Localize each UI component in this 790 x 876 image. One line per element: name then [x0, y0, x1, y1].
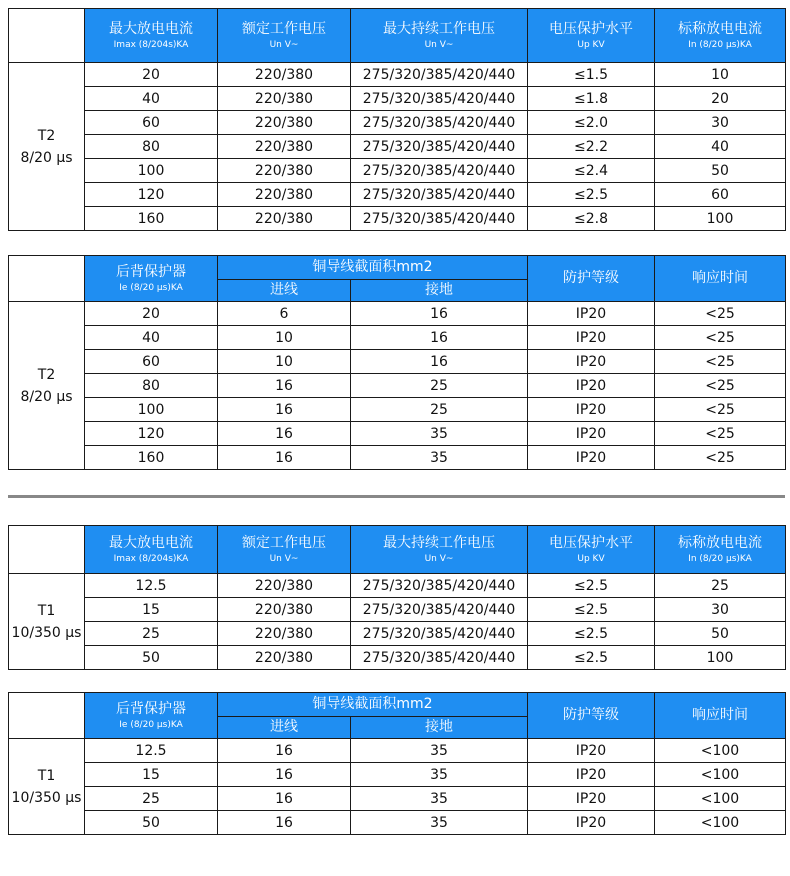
table-cell: ≤2.8	[528, 207, 655, 231]
table-cell: 10	[655, 63, 786, 87]
table-cell: <25	[655, 374, 786, 398]
table-cell: 20	[85, 63, 218, 87]
table-cell: 100	[85, 398, 218, 422]
table-cell: 220/380	[218, 63, 351, 87]
table-row	[9, 159, 786, 183]
table-cell: ≤2.5	[528, 646, 655, 670]
table-cell: 120	[85, 422, 218, 446]
header-response-time: 响应时间	[655, 256, 786, 302]
table-row	[9, 646, 786, 670]
table-row	[9, 135, 786, 159]
table-cell: 80	[85, 135, 218, 159]
table-cell: 220/380	[218, 207, 351, 231]
table-cell: 275/320/385/420/440	[351, 646, 528, 670]
corner-cell	[9, 693, 85, 739]
table-cell: IP20	[528, 374, 655, 398]
table-cell: 100	[655, 646, 786, 670]
header-backup-protector: 后背保护器 Ie (8/20 μs)KA	[85, 693, 218, 739]
row-group-label: T2	[37, 366, 56, 383]
header-rated-voltage: 额定工作电压 Un V~	[218, 9, 351, 63]
table-cell: 35	[351, 811, 528, 835]
row-group-label: T1	[37, 602, 56, 619]
row-group-label: 8/20 μs	[20, 149, 73, 166]
table-row	[9, 302, 786, 326]
table-cell: ≤1.5	[528, 63, 655, 87]
table-cell: 220/380	[218, 622, 351, 646]
header-max-continuous-voltage: 最大持续工作电压 Un V~	[351, 9, 528, 63]
section-divider	[8, 495, 785, 498]
table-cell: 10	[218, 326, 351, 350]
table-row	[9, 87, 786, 111]
table-cell: 15	[85, 598, 218, 622]
table-cell: IP20	[528, 350, 655, 374]
corner-cell	[9, 9, 85, 63]
table-cell: 16	[218, 763, 351, 787]
table-cell: 220/380	[218, 183, 351, 207]
table-row	[9, 398, 786, 422]
table-cell: ≤2.5	[528, 622, 655, 646]
table-cell: 160	[85, 207, 218, 231]
table-cell: 35	[351, 446, 528, 470]
table-cell: 25	[351, 374, 528, 398]
header-rated-voltage: 额定工作电压 Un V~	[218, 526, 351, 574]
table-row	[9, 63, 786, 87]
header-voltage-protection-level: 电压保护水平 Up KV	[528, 9, 655, 63]
header-protection-class: 防护等级	[528, 693, 655, 739]
table-cell: 40	[85, 326, 218, 350]
table-cell: 50	[655, 622, 786, 646]
t1-params-table	[8, 525, 786, 670]
table-row	[9, 622, 786, 646]
table-cell: 25	[351, 398, 528, 422]
table-cell: 16	[351, 350, 528, 374]
table-cell: 275/320/385/420/440	[351, 574, 528, 598]
table-cell: 16	[218, 739, 351, 763]
table-cell: ≤2.5	[528, 574, 655, 598]
row-group-label: 10/350 μs	[11, 789, 82, 806]
table-cell: 25	[85, 787, 218, 811]
table-cell: 220/380	[218, 646, 351, 670]
table-cell: 20	[85, 302, 218, 326]
table-cell: 275/320/385/420/440	[351, 63, 528, 87]
table-cell: ≤2.4	[528, 159, 655, 183]
table-row	[9, 374, 786, 398]
corner-cell	[9, 256, 85, 302]
table-cell: 16	[218, 811, 351, 835]
table-cell: IP20	[528, 422, 655, 446]
table-cell: ≤2.0	[528, 111, 655, 135]
table-cell: 275/320/385/420/440	[351, 159, 528, 183]
header-wire-ground: 接地	[351, 717, 528, 739]
table-cell: 80	[85, 374, 218, 398]
table-cell: 220/380	[218, 135, 351, 159]
row-group-label: T2	[37, 127, 56, 144]
table-cell: IP20	[528, 302, 655, 326]
table-cell: ≤2.2	[528, 135, 655, 159]
table-cell: 16	[218, 787, 351, 811]
table-cell: ≤2.5	[528, 598, 655, 622]
table-cell: <25	[655, 446, 786, 470]
table-row	[9, 326, 786, 350]
table-cell: 220/380	[218, 87, 351, 111]
row-group-label: 10/350 μs	[11, 624, 82, 641]
table-cell: 275/320/385/420/440	[351, 87, 528, 111]
table-cell: 50	[85, 811, 218, 835]
table-row	[9, 422, 786, 446]
table-row	[9, 350, 786, 374]
t1-label	[9, 574, 85, 670]
table-cell: IP20	[528, 787, 655, 811]
table-cell: 16	[218, 374, 351, 398]
table-row	[9, 811, 786, 835]
table-cell: <100	[655, 787, 786, 811]
table-cell: 10	[218, 350, 351, 374]
table-cell: <25	[655, 398, 786, 422]
table-cell: 12.5	[85, 574, 218, 598]
table-cell: 35	[351, 763, 528, 787]
table-cell: IP20	[528, 739, 655, 763]
table-cell: 30	[655, 598, 786, 622]
header-wire-in: 进线	[218, 280, 351, 302]
header-wire-ground: 接地	[351, 280, 528, 302]
row-group-label: T1	[37, 767, 56, 784]
table-row	[9, 111, 786, 135]
table-cell: 35	[351, 787, 528, 811]
table-cell: 60	[85, 111, 218, 135]
t2-install-table	[8, 255, 786, 470]
table-cell: IP20	[528, 398, 655, 422]
t2-params-table	[8, 8, 786, 231]
table-cell: 275/320/385/420/440	[351, 111, 528, 135]
table-row	[9, 574, 786, 598]
t1-install-table	[8, 692, 786, 835]
table-row	[9, 763, 786, 787]
header-copper-wire-section: 铜导线截面积mm2	[218, 693, 528, 717]
header-nominal-discharge-current: 标称放电电流 In (8/20 μs)KA	[655, 9, 786, 63]
header-backup-protector: 后背保护器 Ie (8/20 μs)KA	[85, 256, 218, 302]
table-cell: 20	[655, 87, 786, 111]
table-cell: 15	[85, 763, 218, 787]
table-cell: 25	[655, 574, 786, 598]
table-cell: 275/320/385/420/440	[351, 183, 528, 207]
header-protection-class: 防护等级	[528, 256, 655, 302]
t1-label	[9, 739, 85, 835]
table-cell: <100	[655, 763, 786, 787]
table-cell: 60	[655, 183, 786, 207]
table-cell: 220/380	[218, 159, 351, 183]
header-nominal-discharge-current: 标称放电电流 In (8/20 μs)KA	[655, 526, 786, 574]
table-row	[9, 183, 786, 207]
table-cell: 100	[85, 159, 218, 183]
table-cell: 275/320/385/420/440	[351, 135, 528, 159]
row-group-label: 8/20 μs	[20, 388, 73, 405]
t2-label	[9, 63, 85, 231]
table-cell: 16	[218, 446, 351, 470]
corner-cell	[9, 526, 85, 574]
table-cell: 40	[85, 87, 218, 111]
table-cell: 60	[85, 350, 218, 374]
table-cell: <100	[655, 739, 786, 763]
table-cell: IP20	[528, 811, 655, 835]
table-cell: 35	[351, 739, 528, 763]
table-row	[9, 446, 786, 470]
table-row	[9, 787, 786, 811]
table-cell: 50	[85, 646, 218, 670]
header-max-discharge-current: 最大放电电流 Imax (8/204s)KA	[85, 526, 218, 574]
header-response-time: 响应时间	[655, 693, 786, 739]
table-cell: 220/380	[218, 598, 351, 622]
table-cell: IP20	[528, 446, 655, 470]
table-cell: 100	[655, 207, 786, 231]
table-cell: 25	[85, 622, 218, 646]
table-cell: 50	[655, 159, 786, 183]
table-cell: <25	[655, 326, 786, 350]
table-cell: 220/380	[218, 574, 351, 598]
table-cell: IP20	[528, 763, 655, 787]
header-voltage-protection-level: 电压保护水平 Up KV	[528, 526, 655, 574]
table-cell: 16	[351, 302, 528, 326]
table-cell: 160	[85, 446, 218, 470]
t2-label	[9, 302, 85, 470]
table-cell: 30	[655, 111, 786, 135]
table-cell: <100	[655, 811, 786, 835]
table-cell: 275/320/385/420/440	[351, 598, 528, 622]
table-cell: 220/380	[218, 111, 351, 135]
table-row	[9, 739, 786, 763]
table-cell: <25	[655, 422, 786, 446]
table-cell: 35	[351, 422, 528, 446]
table-cell: ≤2.5	[528, 183, 655, 207]
table-cell: ≤1.8	[528, 87, 655, 111]
table-cell: 40	[655, 135, 786, 159]
table-cell: 16	[351, 326, 528, 350]
table-cell: 275/320/385/420/440	[351, 207, 528, 231]
header-max-continuous-voltage: 最大持续工作电压 Un V~	[351, 526, 528, 574]
table-cell: 16	[218, 422, 351, 446]
table-cell: 16	[218, 398, 351, 422]
table-cell: 120	[85, 183, 218, 207]
header-wire-in: 进线	[218, 717, 351, 739]
table-cell: <25	[655, 302, 786, 326]
table-cell: 6	[218, 302, 351, 326]
table-cell: 12.5	[85, 739, 218, 763]
table-row	[9, 207, 786, 231]
header-max-discharge-current: 最大放电电流 Imax (8/204s)KA	[85, 9, 218, 63]
header-copper-wire-section: 铜导线截面积mm2	[218, 256, 528, 280]
table-cell: 275/320/385/420/440	[351, 622, 528, 646]
table-cell: <25	[655, 350, 786, 374]
table-row	[9, 598, 786, 622]
table-cell: IP20	[528, 326, 655, 350]
